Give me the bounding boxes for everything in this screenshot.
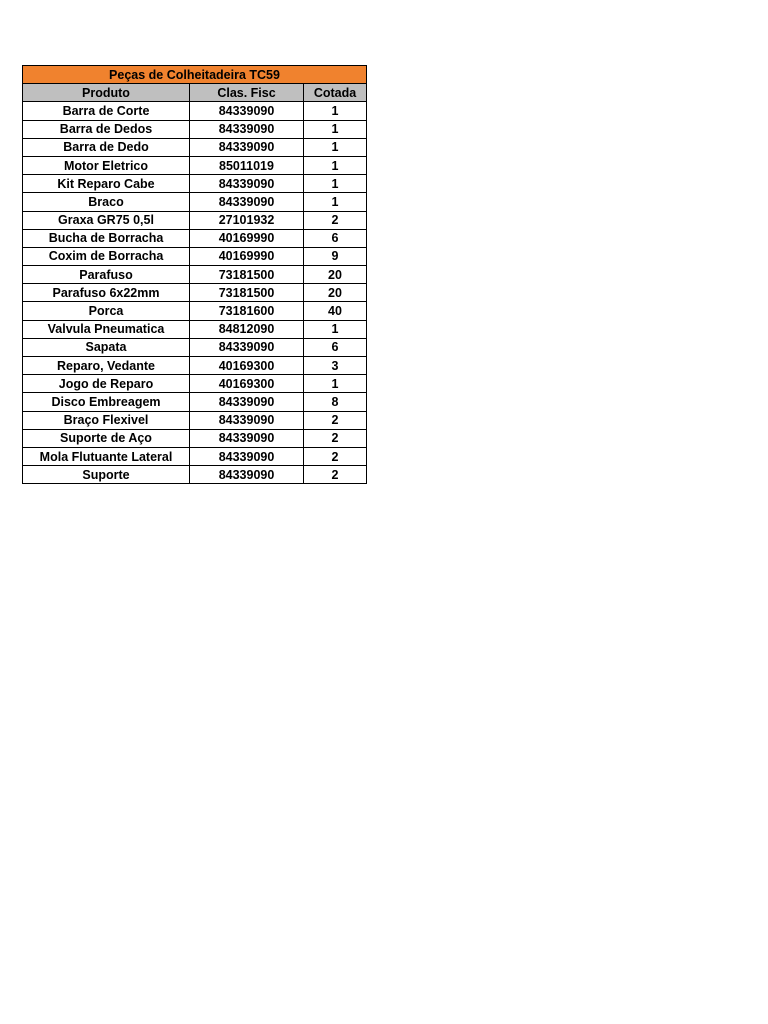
- cell-clas-fisc: 84339090: [190, 338, 304, 356]
- table-row: [23, 102, 367, 120]
- cell-produto: Barra de Dedos: [23, 120, 190, 138]
- table-row: [23, 357, 367, 375]
- cell-produto: Suporte de Aço: [23, 429, 190, 447]
- cell-clas-fisc: 73181500: [190, 284, 304, 302]
- table-row: [23, 284, 367, 302]
- cell-cotada: 1: [304, 138, 367, 156]
- cell-clas-fisc: 40169990: [190, 247, 304, 265]
- cell-cotada: 9: [304, 247, 367, 265]
- cell-cotada: 20: [304, 284, 367, 302]
- table-row: [23, 302, 367, 320]
- cell-clas-fisc: 27101932: [190, 211, 304, 229]
- table-row: [23, 411, 367, 429]
- cell-clas-fisc: 84812090: [190, 320, 304, 338]
- cell-cotada: 2: [304, 411, 367, 429]
- cell-clas-fisc: 84339090: [190, 138, 304, 156]
- cell-cotada: 1: [304, 320, 367, 338]
- cell-clas-fisc: 84339090: [190, 466, 304, 484]
- cell-clas-fisc: 85011019: [190, 156, 304, 174]
- cell-cotada: 3: [304, 357, 367, 375]
- table-row: [23, 175, 367, 193]
- cell-cotada: 2: [304, 447, 367, 465]
- table-row: [23, 247, 367, 265]
- cell-produto: Parafuso: [23, 266, 190, 284]
- table-row: [23, 393, 367, 411]
- cell-clas-fisc: 84339090: [190, 120, 304, 138]
- parts-sheet: [22, 65, 366, 484]
- table-row: [23, 193, 367, 211]
- column-header-cotada: Cotada: [304, 84, 367, 102]
- cell-produto: Valvula Pneumatica: [23, 320, 190, 338]
- table-row: [23, 211, 367, 229]
- table-row: [23, 429, 367, 447]
- cell-clas-fisc: 40169300: [190, 357, 304, 375]
- cell-clas-fisc: 84339090: [190, 411, 304, 429]
- cell-produto: Parafuso 6x22mm: [23, 284, 190, 302]
- cell-produto: Coxim de Borracha: [23, 247, 190, 265]
- cell-clas-fisc: 84339090: [190, 447, 304, 465]
- cell-cotada: 1: [304, 102, 367, 120]
- table-header-row: [23, 84, 367, 102]
- cell-cotada: 2: [304, 466, 367, 484]
- cell-cotada: 1: [304, 120, 367, 138]
- table-row: [23, 447, 367, 465]
- cell-produto: Jogo de Reparo: [23, 375, 190, 393]
- cell-cotada: 1: [304, 193, 367, 211]
- cell-produto: Sapata: [23, 338, 190, 356]
- table-row: [23, 320, 367, 338]
- cell-cotada: 1: [304, 175, 367, 193]
- table-row: [23, 466, 367, 484]
- cell-produto: Bucha de Borracha: [23, 229, 190, 247]
- table-row: [23, 120, 367, 138]
- cell-cotada: 8: [304, 393, 367, 411]
- cell-produto: Suporte: [23, 466, 190, 484]
- parts-table: [22, 65, 367, 484]
- cell-clas-fisc: 84339090: [190, 429, 304, 447]
- table-row: [23, 138, 367, 156]
- cell-clas-fisc: 73181600: [190, 302, 304, 320]
- cell-produto: Porca: [23, 302, 190, 320]
- cell-produto: Barra de Dedo: [23, 138, 190, 156]
- cell-produto: Disco Embreagem: [23, 393, 190, 411]
- table-row: [23, 156, 367, 174]
- cell-cotada: 40: [304, 302, 367, 320]
- table-row: [23, 338, 367, 356]
- column-header-produto: Produto: [23, 84, 190, 102]
- cell-cotada: 6: [304, 338, 367, 356]
- cell-cotada: 20: [304, 266, 367, 284]
- cell-cotada: 2: [304, 211, 367, 229]
- cell-produto: Barra de Corte: [23, 102, 190, 120]
- cell-produto: Reparo, Vedante: [23, 357, 190, 375]
- cell-cotada: 1: [304, 375, 367, 393]
- cell-produto: Braço Flexivel: [23, 411, 190, 429]
- cell-cotada: 2: [304, 429, 367, 447]
- table-title-row: [23, 66, 367, 84]
- table-body: [23, 102, 367, 484]
- cell-clas-fisc: 40169990: [190, 229, 304, 247]
- table-row: [23, 266, 367, 284]
- cell-clas-fisc: 84339090: [190, 175, 304, 193]
- cell-produto: Mola Flutuante Lateral: [23, 447, 190, 465]
- cell-clas-fisc: 84339090: [190, 102, 304, 120]
- cell-clas-fisc: 84339090: [190, 193, 304, 211]
- cell-produto: Graxa GR75 0,5l: [23, 211, 190, 229]
- table-row: [23, 375, 367, 393]
- cell-clas-fisc: 40169300: [190, 375, 304, 393]
- cell-produto: Kit Reparo Cabe: [23, 175, 190, 193]
- table-row: [23, 229, 367, 247]
- column-header-clas-fisc: Clas. Fisc: [190, 84, 304, 102]
- cell-cotada: 6: [304, 229, 367, 247]
- cell-produto: Braco: [23, 193, 190, 211]
- table-title: Peças de Colheitadeira TC59: [23, 66, 367, 84]
- cell-cotada: 1: [304, 156, 367, 174]
- cell-produto: Motor Eletrico: [23, 156, 190, 174]
- cell-clas-fisc: 73181500: [190, 266, 304, 284]
- cell-clas-fisc: 84339090: [190, 393, 304, 411]
